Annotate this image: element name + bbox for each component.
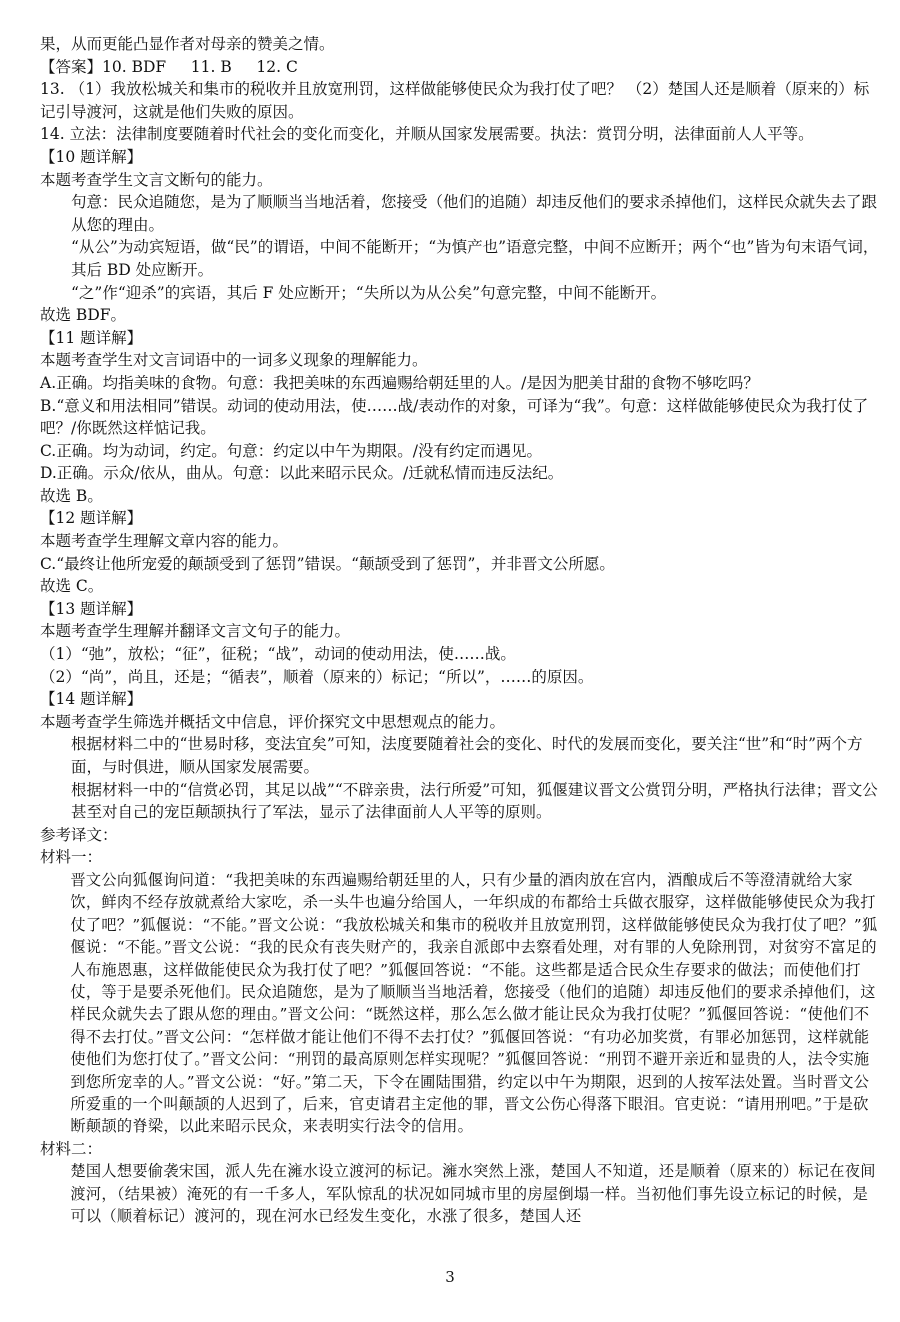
answer-line: 【答案】10. BDF 11. B 12. C	[40, 57, 298, 76]
text-line: （2）“尚”，尚且，还是；“循表”，顺着（原来的）标记；“所以”，……的原因。	[40, 667, 594, 686]
text-paragraph: 根据材料一中的“信赏必罚，其足以战”“不辟亲贵，法行所爱”可知，狐偃建议晋文公赏罚分明，严格执行法律；晋文公甚至对自己的宠臣颠颉执行了军法，显示了法律面前人人平等的原则。	[71, 780, 878, 822]
section-heading: 【13 题详解】	[40, 599, 143, 618]
text-paragraph: 句意：民众追随您，是为了顺顺当当地活着，您接受（他们的追随）却违反他们的要求杀掉他们，这样民众就失去了跟从您的理由。	[71, 193, 878, 234]
text-line: 果，从而更能凸显作者对母亲的赞美之情。	[40, 35, 335, 53]
text-paragraph: “之”作“迎杀”的宾语，其后 F 处应断开；“失所以为从公矣”句意完整，中间不能断开。	[71, 283, 667, 302]
text-line: 本题考查学生理解文章内容的能力。	[40, 532, 289, 551]
text-line: （1）“弛”，放松；“征”，征税；“战”，动词的使动用法，使……战。	[40, 645, 516, 664]
answer-14: 14. 立法：法律制度要随着时代社会的变化而变化，并顺从国家发展需要。执法：赏罚分明，法律面前人人平等。	[40, 125, 814, 144]
section-heading: 【10 题详解】	[40, 147, 143, 166]
material-two-translation: 楚国人想要偷袭宋国，派人先在澭水设立渡河的标记。澭水突然上涨，楚国人不知道，还是顺着（原来的）标记在夜间渡河，（结果被）淹死的有一千多人，军队惊乱的状况如同城市里的房屋倒塌一样。当初他们事先设立标记的时候，是可以（顺着标记）渡河的，现在河水已经发生变化，水涨了很多，楚国人还	[70, 1162, 876, 1226]
section-heading: 【12 题详解】	[40, 509, 143, 528]
option-b: B.“意义和用法相同”错误。动词的使动用法，使……战/表动作的对象，可译为“我”。句意：这样做能够使民众为我打仗了吧？/你既然这样惦记我。	[40, 396, 869, 438]
document-body	[40, 33, 882, 1228]
material-one-label: 材料一：	[40, 848, 103, 867]
text-line: 本题考查学生对文言词语中的一词多义现象的理解能力。	[40, 351, 428, 370]
translation-heading: 参考译文：	[40, 825, 118, 844]
answer-13: 13. （1）我放松城关和集市的税收并且放宽刑罚，这样做能够使民众为我打仗了吧？ （2）楚国人还是顺着（原来的）标记引导渡河，这就是他们失败的原因。	[40, 80, 870, 121]
material-one-translation: 晋文公向狐偃询问道：“我把美味的东西遍赐给朝廷里的人，只有少量的酒肉放在宫内，酒酿成后不等澄清就给大家饮，鲜肉不经存放就煮给大家吃，杀一头牛也遍分给国人，一年织成的布都给士兵做衣服穿，这样做能够使民众为我打仗了吧？”狐偃说：“不能。”晋文公说：“我放松城关和集市的税收并且放宽刑罚，这样做能够使民众为我打仗了吧？”狐偃说：“不能。”晋文公说：“我的民众有丧失财产的，我亲自派郎中去察看处理，对有罪的人免除刑罚，对贫穷不富足的人布施恩惠，这样做能使民众为我打仗了吧？”狐偃回答说：“不能。这些都是适合民众生存要求的做法；而使他们打仗，等于是要杀死他们。民众追随您，是为了顺顺当当地活着，您接受（他们的追随）却违反他们的要求杀掉他们，这样民众就失去了跟从您的理由。”晋文公问：“既然这样，那么怎么做才能让民众为我打仗呢？”狐偃回答说：“使他们不得不去打仗。”晋文公问：“怎样做才能让他们不得不去打仗？”狐偃回答说：“有功必加奖赏，有罪必加惩罚，这样就能使他们为您打仗了。”晋文公问：“刑罚的最高原则怎样实现呢？”狐偃回答说：“刑罚不避开亲近和显贵的人，法令实施到您所宠幸的人。”晋文公说：“好。”第二天，下令在圃陆围猎，约定以中午为期限，迟到的人按军法处置。当时晋文公所爱重的一个叫颠颉的人迟到了，后来，官吏请君主定他的罪，晋文公伤心得落下眼泪。官吏说：“请用刑吧。”于是砍断颠颉的脊梁，以此来昭示民众，来表明实行法令的信用。	[70, 870, 878, 1136]
option-d: D.正确。示众/依从，曲从。句意：以此来昭示民众。/迁就私情而违反法纪。	[40, 464, 564, 483]
section-heading: 【11 题详解】	[40, 328, 143, 347]
text-line: 故选 B。	[40, 486, 103, 505]
text-line: C.“最终让他所宠爱的颠颉受到了惩罚”错误。“颠颉受到了惩罚”，并非晋文公所愿。	[40, 554, 615, 573]
text-paragraph: “从公”为动宾短语，做“民”的谓语，中间不能断开；“为慎产也”语意完整，中间不应断开；两个“也”皆为句末语气词，其后 BD 处应断开。	[71, 238, 879, 279]
text-line: 故选 BDF。	[40, 306, 126, 325]
text-line: 本题考查学生文言文断句的能力。	[40, 170, 273, 189]
material-two-label: 材料二：	[40, 1139, 103, 1158]
option-a: A.正确。均指美味的食物。句意：我把美味的东西遍赐给朝廷里的人。/是因为肥美甘甜的食物不够吃吗？	[40, 373, 759, 392]
text-line: 本题考查学生理解并翻译文言文句子的能力。	[40, 622, 351, 641]
page-number: 3	[445, 1268, 455, 1286]
text-paragraph: 根据材料二中的“世易时移，变法宜矣”可知，法度要随着社会的变化、时代的发展而变化，要关注“世”和“时”两个方面，与时俱进，顺从国家发展需要。	[71, 735, 863, 776]
section-heading: 【14 题详解】	[40, 690, 143, 709]
option-c: C.正确。均为动词，约定。句意：约定以中午为期限。/没有约定而遇见。	[40, 441, 542, 460]
text-line: 故选 C。	[40, 577, 104, 596]
text-line: 本题考查学生筛选并概括文中信息，评价探究文中思想观点的能力。	[40, 712, 506, 731]
